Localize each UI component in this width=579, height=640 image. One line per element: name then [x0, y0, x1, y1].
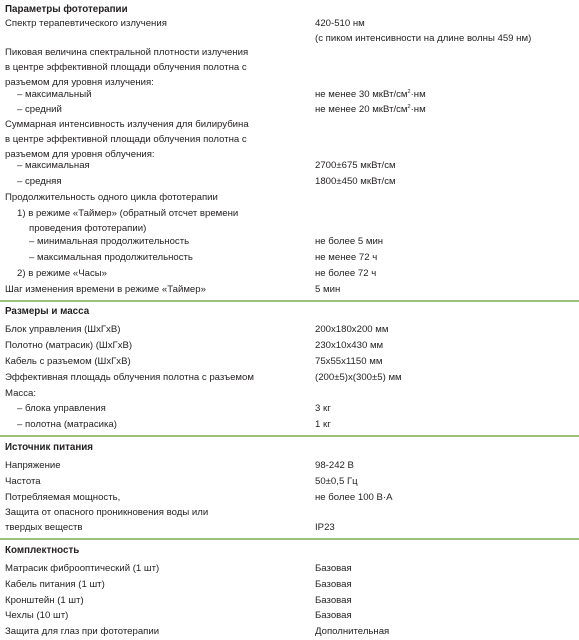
total-avg-label: – средняя	[17, 176, 62, 187]
frequency-label: Частота	[5, 476, 41, 487]
mass-pad-value: 1 кг	[315, 419, 331, 430]
kit-item-value: Базовая	[315, 610, 352, 621]
total-intensity-label-line-2: в центре эффективной площади облучения полотна с	[5, 134, 247, 145]
effective-area-label: Эффективная площадь облучения полотна с разъемом	[5, 372, 254, 383]
kit-item-label: Кабель питания (1 шт)	[5, 579, 105, 590]
mass-control-unit-value: 3 кг	[315, 403, 331, 414]
section-title-dimensions: Размеры и масса	[5, 306, 90, 317]
mass-control-unit-label: – блока управления	[17, 403, 106, 414]
mass-label: Масса:	[5, 388, 37, 399]
peak-avg-label: – средний	[17, 104, 62, 115]
peak-avg-value-sup: 2	[407, 104, 411, 110]
timer-step-label: Шаг изменения времени в режиме «Таймер»	[5, 284, 206, 295]
timer-min-label: – минимальная продолжительность	[29, 236, 190, 247]
effective-area-value: (200±5)х(300±5) мм	[315, 372, 402, 383]
timer-mode-label	[17, 206, 238, 236]
ingress-protection-value: IP23	[315, 522, 335, 533]
cable-size-label: Кабель с разъемом (ШхГхВ)	[5, 356, 131, 367]
spectrum-value	[315, 16, 531, 46]
peak-density-label-line-3: разъемом для уровня излучения:	[5, 77, 154, 88]
kit-item-label: Кронштейн (1 шт)	[5, 595, 84, 606]
clock-mode-value: не более 72 ч	[315, 268, 377, 279]
duration-label: Продолжительность одного цикла фототерапии	[5, 192, 218, 203]
peak-max-label: – максимальный	[17, 89, 92, 100]
kit-item-value: Базовая	[315, 579, 352, 590]
kit-item-label: Чехлы (10 шт)	[5, 610, 69, 621]
spectrum-value-line-1: 420-510 нм	[315, 18, 365, 29]
power-consumption-label: Потребляемая мощность,	[5, 492, 121, 503]
section-divider	[0, 538, 579, 540]
pad-size-label: Полотно (матрасик) (ШхГхВ)	[5, 340, 133, 351]
kit-item-value: Дополнительная	[315, 626, 390, 637]
peak-avg-value	[315, 102, 426, 117]
peak-max-value-post: ·нм	[410, 89, 426, 100]
kit-item-label: Защита для глаз при фототерапии	[5, 626, 160, 637]
power-consumption-value: не более 100 В·А	[315, 492, 393, 503]
voltage-label: Напряжение	[5, 460, 61, 471]
ingress-protection-label-line-1: Защита от опасного проникновения воды или	[5, 507, 209, 518]
clock-mode-label: 2) в режиме «Часы»	[17, 268, 107, 279]
timer-min-value: не более 5 мин	[315, 236, 384, 247]
kit-item-value: Базовая	[315, 563, 352, 574]
total-intensity-label-line-3: разъемом для уровня облучения:	[5, 149, 155, 160]
timer-mode-label-line-1: 1) в режиме «Таймер» (обратный отсчет времени	[17, 208, 239, 219]
timer-max-value: не менее 72 ч	[315, 252, 378, 263]
total-intensity-label-line-1: Суммарная интенсивность излучения для билирубина	[5, 119, 249, 130]
section-title-phototherapy: Параметры фототерапии	[5, 4, 128, 15]
total-avg-value: 1800±450 мкВт/см	[315, 176, 396, 187]
peak-avg-value-post: ·нм	[410, 104, 426, 115]
peak-max-value-sup: 2	[407, 89, 411, 95]
spectrum-value-line-2: (с пиком интенсивности на длине волны 459 нм)	[315, 33, 532, 44]
pad-size-value: 230х10х430 мм	[315, 340, 384, 351]
spectrum-label: Спектр терапевтического излучения	[5, 18, 167, 29]
peak-avg-value-main: не менее 20 мкВт/см	[315, 104, 408, 115]
peak-density-label-line-1: Пиковая величина спектральной плотности излучения	[5, 47, 249, 58]
control-unit-size-value: 200х180х200 мм	[315, 324, 389, 335]
peak-max-value-main: не менее 30 мкВт/см	[315, 89, 408, 100]
peak-density-label-line-2: в центре эффективной площади облучения полотна с	[5, 62, 247, 73]
kit-item-label: Матрасик фиброоптический (1 шт)	[5, 563, 160, 574]
timer-max-label: – максимальная продолжительность	[29, 252, 193, 263]
total-max-value: 2700±675 мкВт/см	[315, 160, 396, 171]
frequency-value: 50±0,5 Гц	[315, 476, 358, 487]
kit-item-value: Базовая	[315, 595, 352, 606]
peak-max-value	[315, 87, 426, 102]
timer-step-value: 5 мин	[315, 284, 341, 295]
section-title-power: Источник питания	[5, 442, 93, 453]
control-unit-size-label: Блок управления (ШхГхВ)	[5, 324, 121, 335]
total-intensity-label	[5, 117, 249, 162]
peak-density-label	[5, 45, 248, 90]
total-max-label: – максимальная	[17, 160, 90, 171]
section-divider	[0, 435, 579, 437]
cable-size-value: 75х55х1150 мм	[315, 356, 383, 367]
section-title-kit: Комплектность	[5, 545, 80, 556]
mass-pad-label: – полотна (матрасика)	[17, 419, 117, 430]
section-divider	[0, 300, 579, 302]
timer-mode-label-line-2: проведения фототерапии)	[29, 223, 147, 234]
ingress-protection-label	[5, 505, 208, 535]
ingress-protection-label-line-2: твердых веществ	[5, 522, 83, 533]
voltage-value: 98-242 В	[315, 460, 354, 471]
